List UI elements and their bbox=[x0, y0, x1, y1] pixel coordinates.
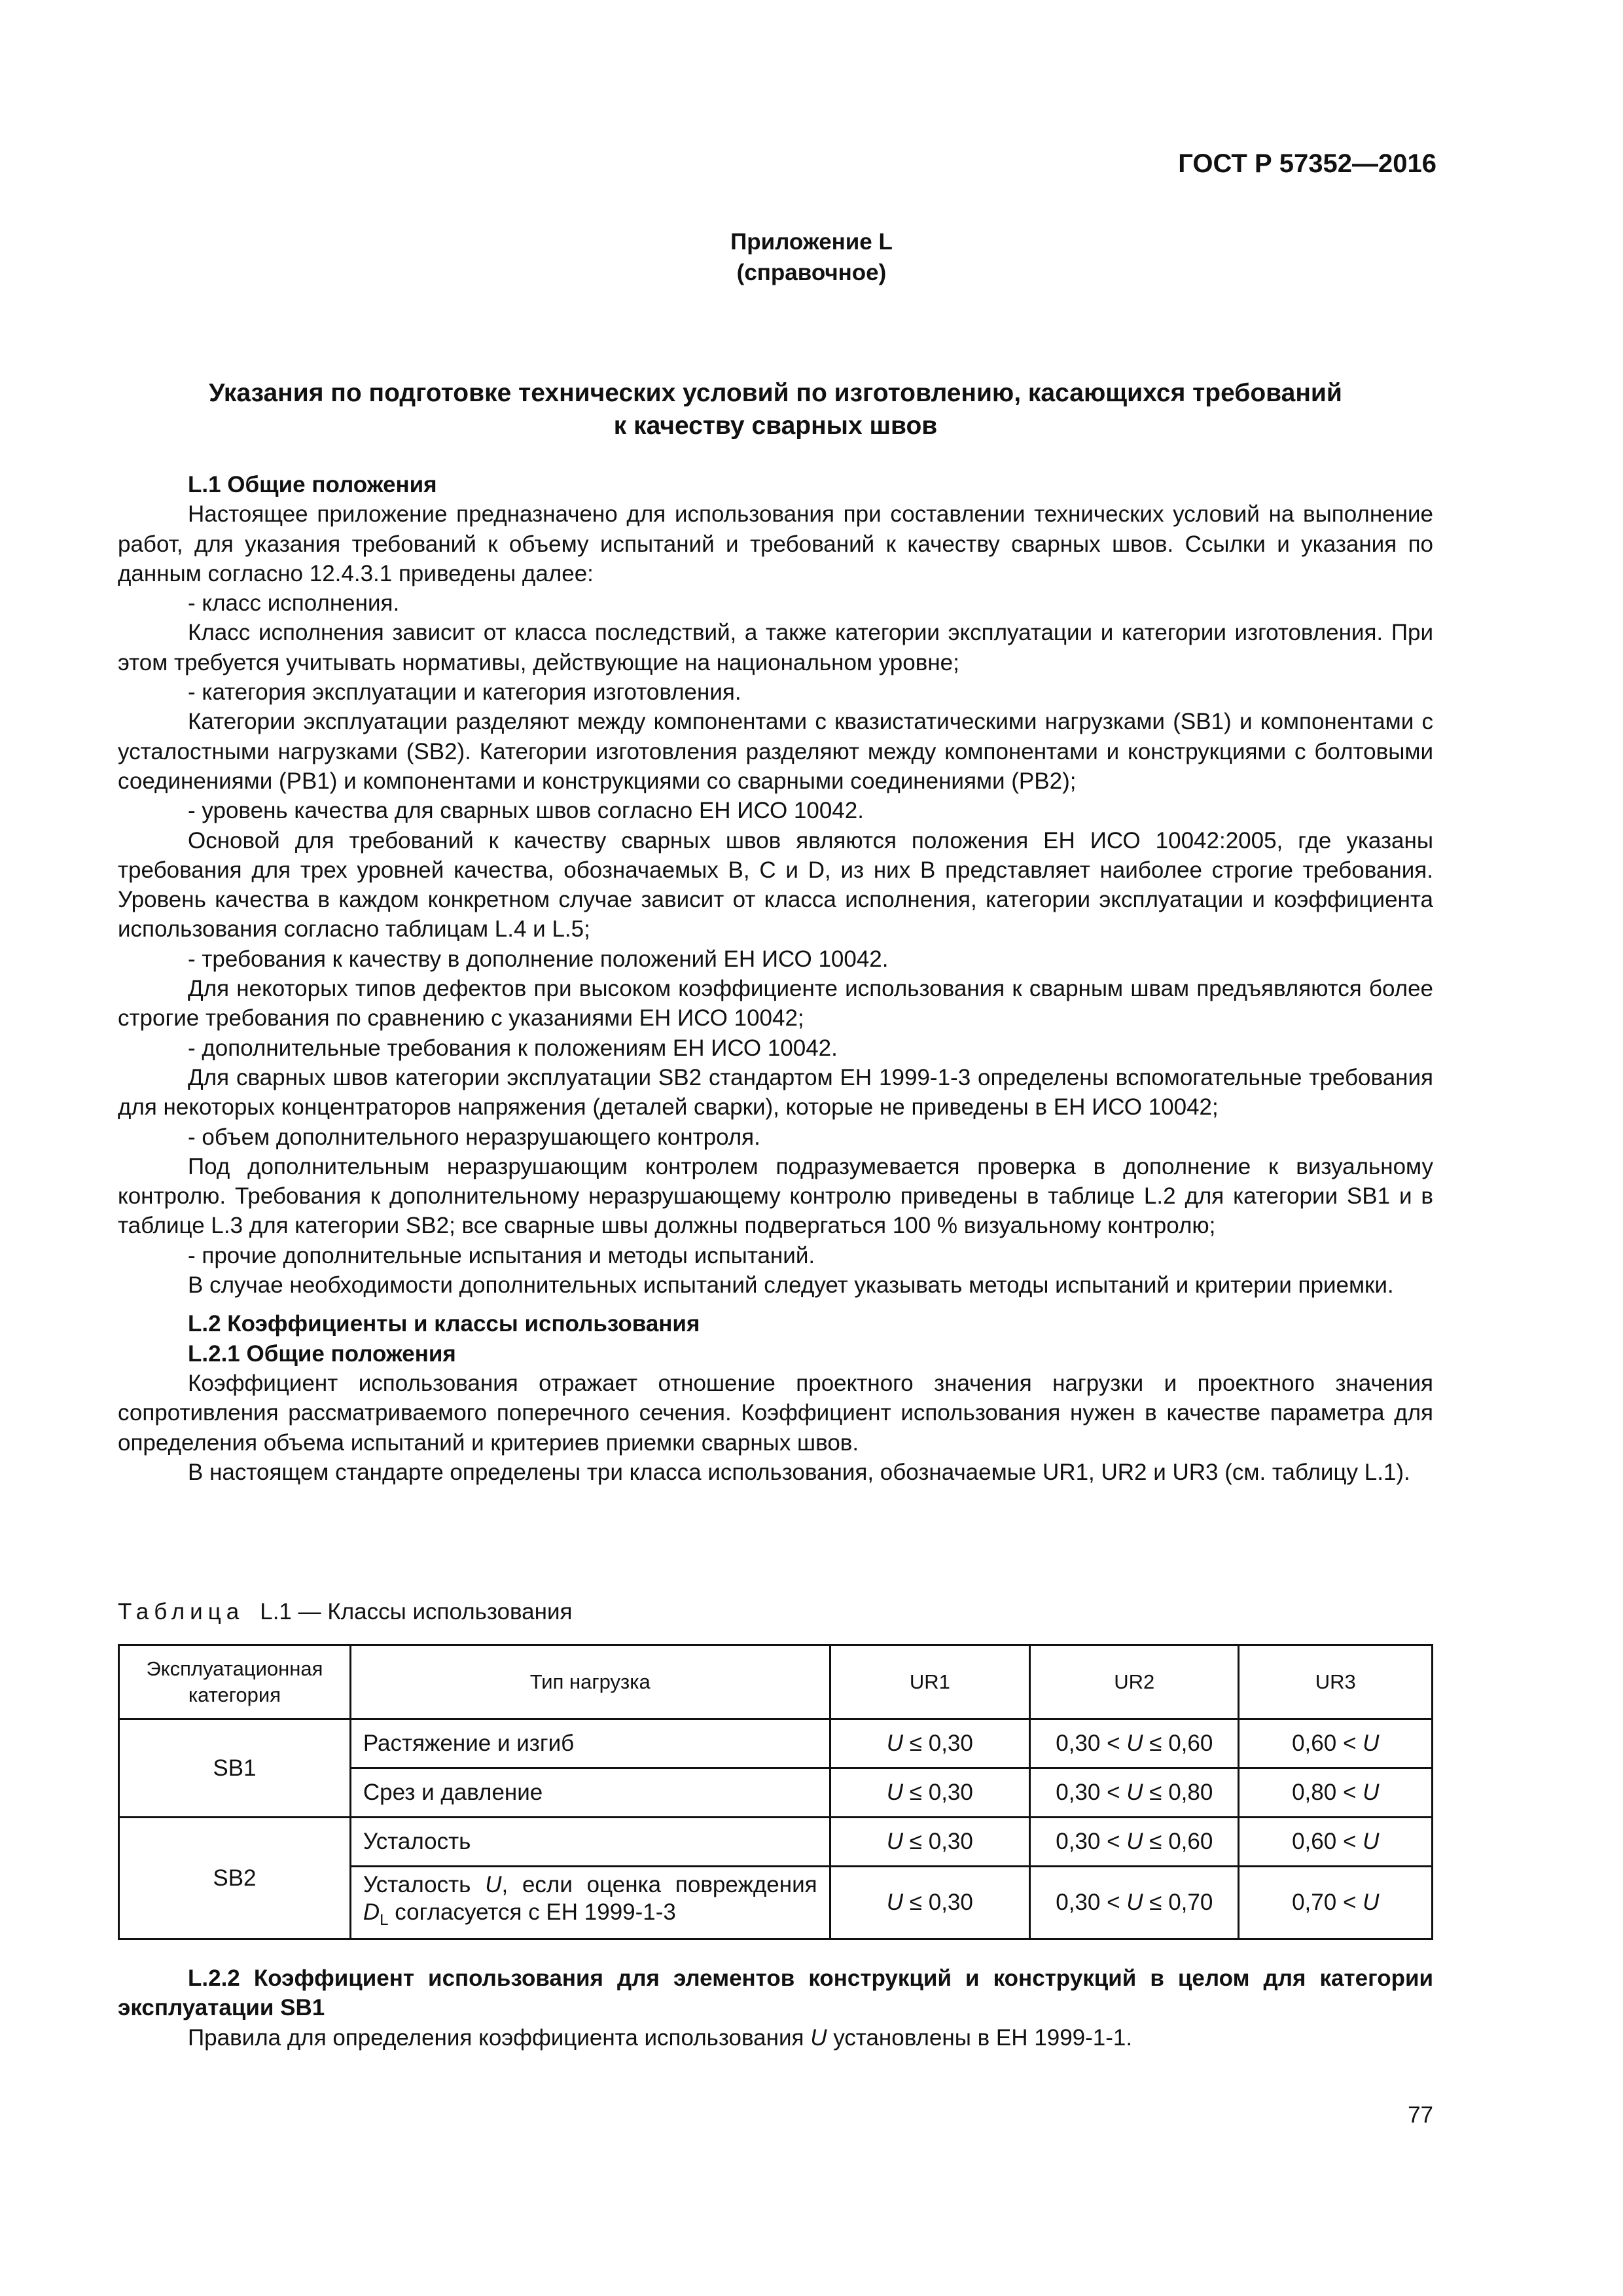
section-heading: L.2 Коэффициенты и классы использования bbox=[188, 1311, 700, 1337]
text-run: ≤ 0,60 bbox=[1143, 1731, 1213, 1756]
italic-symbol: U bbox=[1363, 1829, 1380, 1854]
utilization-classes-table bbox=[118, 1644, 1433, 1940]
italic-symbol: U bbox=[1126, 1890, 1143, 1915]
title-line-2: к качеству сварных швов bbox=[613, 412, 938, 440]
text-run: 0,60 < bbox=[1292, 1731, 1363, 1756]
table-body bbox=[119, 1719, 1433, 1939]
text-run: , если оценка повреждения bbox=[501, 1872, 817, 1897]
text-run: ≤ 0,30 bbox=[903, 1890, 973, 1915]
section-heading: L.1 Общие положения bbox=[188, 472, 437, 497]
paragraph: Под дополнительным неразрушающим контролем подразумевается проверка в дополнение к визуальному контролю. Требования к дополнительному неразрушающему контролю приведены в таблице L.2 для категории SB1 и в таблице L.3 для категории SB2; все сварные швы должны подвергаться 100 % визуальному контролю; bbox=[118, 1153, 1433, 1239]
paragraph: - объем дополнительного неразрушающего контроля. bbox=[188, 1124, 760, 1150]
paragraph: Для некоторых типов дефектов при высоком коэффициенте использования к сварным швам предъявляются более строгие требования по сравнению с указаниями ЕН ИСО 10042; bbox=[118, 976, 1433, 1031]
ur3-cell bbox=[1239, 1818, 1433, 1867]
header-category: Эксплуатационная категория bbox=[119, 1645, 351, 1719]
italic-symbol: U bbox=[886, 1731, 904, 1756]
italic-symbol: U bbox=[1126, 1829, 1143, 1854]
table-row bbox=[119, 1719, 1433, 1768]
paragraph: Для сварных швов категории эксплуатации SB2 стандартом ЕН 1999-1-3 определены вспомогательные требования для некоторых концентраторов напряжения (деталей сварки), которые не приведены в ЕН ИСО 10042; bbox=[118, 1064, 1433, 1121]
text-run: 0,30 < bbox=[1056, 1890, 1127, 1915]
paragraph bbox=[118, 2023, 1433, 2053]
table-caption-text: L.1 — Классы использования bbox=[260, 1599, 573, 1624]
paragraph: Настоящее приложение предназначено для использования при составлении технических условий на выполнение работ, для указания требований к объему испытаний и требований к качеству сварных швов. Ссылки и указания по данным согласно 12.4.3.1 приведены далее: bbox=[118, 501, 1433, 586]
text-run: 0,70 < bbox=[1292, 1890, 1363, 1915]
document-code: ГОСТ Р 57352—2016 bbox=[1178, 149, 1436, 178]
ur2-cell bbox=[1030, 1867, 1239, 1939]
paragraph: Коэффициент использования отражает отношение проектного значения нагрузки и проектного значения сопротивления рассматриваемого поперечного сечения. Коэффициент использования нужен в качестве параметра для определения объема испытаний и критериев приемки сварных швов. bbox=[118, 1370, 1433, 1456]
page-title bbox=[118, 377, 1433, 442]
paragraph: Категории эксплуатации разделяют между компонентами с квазистатическими нагрузками (SB1) и компонентами с усталостными нагрузками (SB2). Категории изготовления разделяют между компонентами и конструкциями с болтовыми соединениями (РВ1) и компонентами и конструкциями со сварными соединениями (РВ2); bbox=[118, 709, 1433, 794]
paragraph: В случае необходимости дополнительных испытаний следует указывать методы испытаний и критерии приемки. bbox=[188, 1272, 1394, 1299]
text-run: установлены в ЕН 1999-1-1. bbox=[827, 2024, 1133, 2051]
ur1-cell bbox=[830, 1818, 1029, 1867]
header-ur2: UR2 bbox=[1030, 1645, 1239, 1719]
subscript: L bbox=[380, 1911, 389, 1929]
paragraph: - класс исполнения. bbox=[188, 590, 400, 617]
load-type-cell: Растяжение и изгиб bbox=[350, 1719, 830, 1768]
table-caption bbox=[118, 1597, 572, 1626]
category-cell: SB1 bbox=[119, 1719, 351, 1818]
section-l22 bbox=[118, 1964, 1433, 2053]
page-number: 77 bbox=[1408, 2102, 1433, 2128]
italic-symbol: U bbox=[886, 1890, 904, 1915]
italic-symbol: U bbox=[1126, 1731, 1143, 1756]
load-type-cell bbox=[350, 1867, 830, 1939]
ur1-cell bbox=[830, 1867, 1029, 1939]
text-run: 0,30 < bbox=[1056, 1829, 1127, 1854]
appendix-label: Приложение L bbox=[730, 229, 893, 255]
text-run: ≤ 0,60 bbox=[1143, 1829, 1213, 1854]
ur3-cell bbox=[1239, 1867, 1433, 1939]
header-load-type: Тип нагрузка bbox=[350, 1645, 830, 1719]
italic-symbol: U bbox=[1126, 1780, 1143, 1805]
title-line-1: Указания по подготовке технических условий по изготовлению, касающихся требований bbox=[209, 379, 1342, 407]
italic-symbol: U bbox=[485, 1872, 502, 1897]
text-run: 0,30 < bbox=[1056, 1731, 1127, 1756]
italic-symbol: U bbox=[886, 1780, 904, 1805]
italic-symbol: D bbox=[363, 1899, 380, 1925]
category-cell: SB2 bbox=[119, 1818, 351, 1939]
table-row bbox=[119, 1818, 1433, 1867]
italic-symbol: U bbox=[810, 2024, 827, 2051]
paragraph: Основой для требований к качеству сварных швов являются положения ЕН ИСО 10042:2005, где указаны требования для трех уровней качества, обозначаемых В, С и D, из них В представляет наиболее строгие требования. Уровень качества в каждом конкретном случае зависит от класса исполнения, категории эксплуатации и коэффициента использования согласно таблицам L.4 и L.5; bbox=[118, 827, 1433, 942]
italic-symbol: U bbox=[1363, 1731, 1380, 1756]
load-type-cell: Усталость bbox=[350, 1818, 830, 1867]
paragraph: - уровень качества для сварных швов согласно ЕН ИСО 10042. bbox=[188, 798, 864, 824]
paragraph: В настоящем стандарте определены три класса использования, обозначаемые UR1, UR2 и UR3 (см. таблицу L.1). bbox=[188, 1459, 1410, 1485]
paragraph: Класс исполнения зависит от класса последствий, а также категории эксплуатации и категории изготовления. При этом требуется учитывать нормативы, действующие на национальном уровне; bbox=[118, 620, 1433, 675]
ur2-cell bbox=[1030, 1768, 1239, 1818]
italic-symbol: U bbox=[1363, 1780, 1380, 1805]
text-run: согласуется с ЕН 1999-1-3 bbox=[388, 1899, 676, 1925]
text-run: 0,30 < bbox=[1056, 1780, 1127, 1805]
header-ur3: UR3 bbox=[1239, 1645, 1433, 1719]
text-run: ≤ 0,30 bbox=[903, 1829, 973, 1854]
load-type-cell: Срез и давление bbox=[350, 1768, 830, 1818]
text-run: 0,60 < bbox=[1292, 1829, 1363, 1854]
body-text bbox=[118, 470, 1433, 1487]
ur1-cell bbox=[830, 1719, 1029, 1768]
table-caption-prefix: Таблица bbox=[118, 1599, 245, 1624]
text-run: ≤ 0,80 bbox=[1143, 1780, 1213, 1805]
text-run: 0,80 < bbox=[1292, 1780, 1363, 1805]
ur1-cell bbox=[830, 1768, 1029, 1818]
text-run: ≤ 0,70 bbox=[1143, 1890, 1213, 1915]
ur3-cell bbox=[1239, 1719, 1433, 1768]
text-run: ≤ 0,30 bbox=[903, 1731, 973, 1756]
paragraph: - дополнительные требования к положениям ЕН ИСО 10042. bbox=[188, 1035, 838, 1061]
table-header-row bbox=[119, 1645, 1433, 1719]
header-ur1: UR1 bbox=[830, 1645, 1029, 1719]
text-run: Усталость bbox=[363, 1872, 486, 1897]
appendix-heading bbox=[0, 226, 1623, 288]
text-run: Правила для определения коэффициента использования bbox=[188, 2024, 811, 2051]
text-run: ≤ 0,30 bbox=[903, 1780, 973, 1805]
ur2-cell bbox=[1030, 1818, 1239, 1867]
ur3-cell bbox=[1239, 1768, 1433, 1818]
paragraph: - прочие дополнительные испытания и методы испытаний. bbox=[188, 1242, 815, 1268]
paragraph: - требования к качеству в дополнение положений ЕН ИСО 10042. bbox=[188, 946, 889, 972]
italic-symbol: U bbox=[1363, 1890, 1380, 1915]
ur2-cell bbox=[1030, 1719, 1239, 1768]
paragraph: - категория эксплуатации и категория изготовления. bbox=[188, 679, 741, 706]
section-heading: L.2.1 Общие положения bbox=[188, 1340, 456, 1367]
appendix-type: (справочное) bbox=[736, 260, 887, 285]
section-heading: L.2.2 Коэффициент использования для элементов конструкций и конструкций в целом для категории эксплуатации SB1 bbox=[118, 1965, 1433, 2021]
italic-symbol: U bbox=[886, 1829, 904, 1854]
